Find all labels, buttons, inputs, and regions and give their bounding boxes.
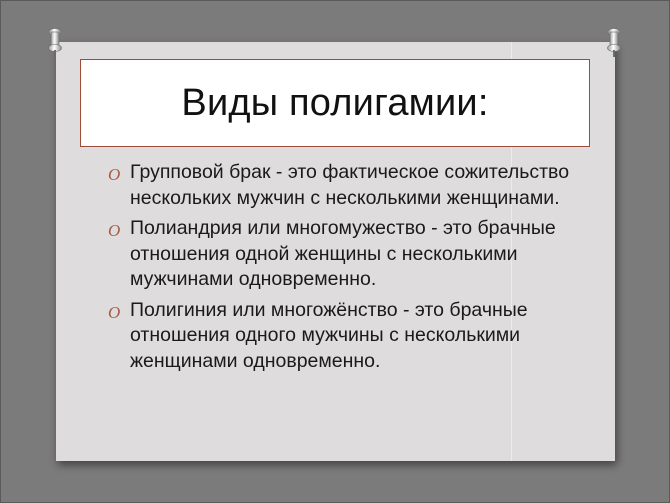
bullet-list <box>108 160 578 379</box>
bullet-text: Полигиния или многожёнство - это брачные отношения одного мужчины с несколькими женщинами одновременно. <box>130 298 528 372</box>
title-box <box>80 59 590 147</box>
pushpin-icon <box>607 28 621 58</box>
bullet-marker-icon: O <box>108 221 121 240</box>
slide-title: Виды полигамии: <box>181 81 489 124</box>
bullet-text: Групповой брак - это фактическое сожительство нескольких мужчин с несколькими женщинами. <box>130 161 570 209</box>
bullet-item <box>108 216 578 293</box>
bullet-item <box>108 298 578 375</box>
pushpin-icon <box>48 28 62 58</box>
bullet-text: Полиандрия или многомужество - это брачные отношения одной женщины с несколькими мужчинами одновременно. <box>130 217 556 290</box>
bullet-marker-icon: O <box>108 165 121 184</box>
slide-card <box>56 42 615 461</box>
bullet-item <box>108 160 578 211</box>
bullet-marker-icon: O <box>108 302 121 322</box>
